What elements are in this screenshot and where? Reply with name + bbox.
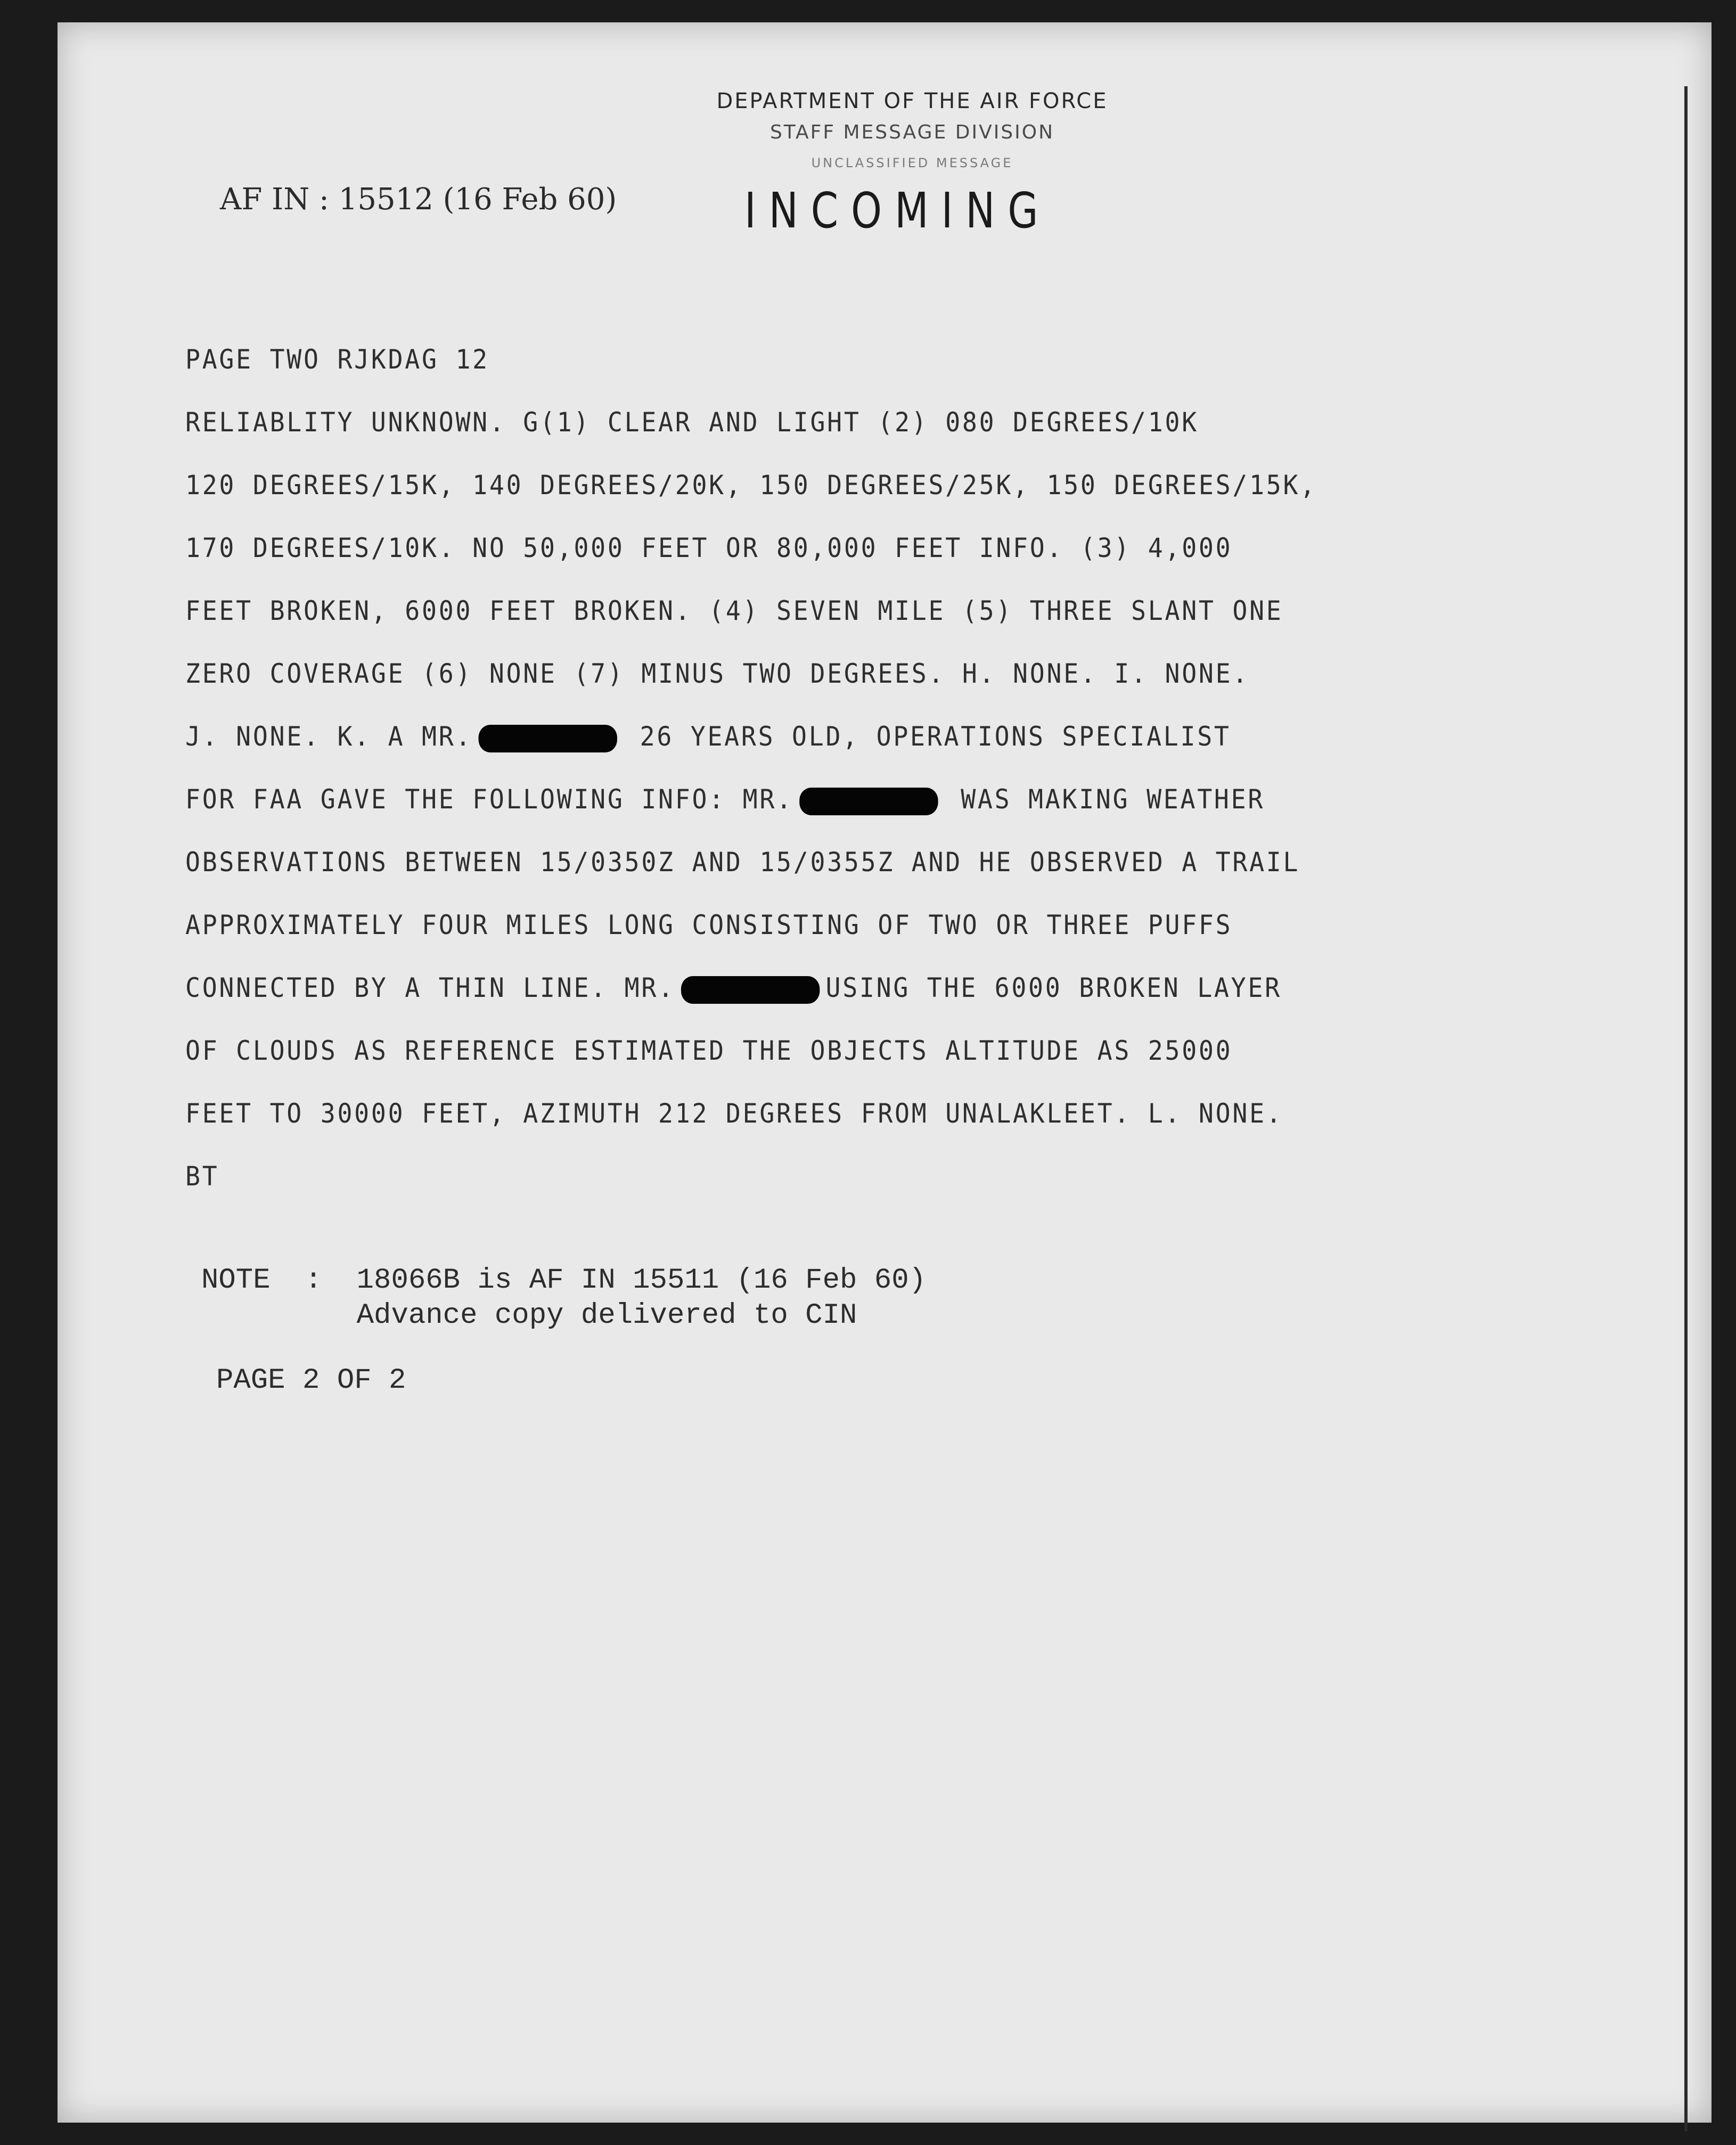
note-line: Advance copy delivered to CIN — [201, 1299, 857, 1332]
body-line: 120 DEGREES/15K, 140 DEGREES/20K, 150 DEGREES/25K, 150 DEGREES/15K, — [185, 470, 1317, 501]
body-line: PAGE TWO RJKDAG 12 — [185, 344, 489, 375]
body-line-text: J. NONE. K. A MR. — [185, 721, 473, 752]
redaction-mark — [478, 725, 617, 752]
body-line: 170 DEGREES/10K. NO 50,000 FEET OR 80,000 FEET INFO. (3) 4,000 — [185, 533, 1233, 563]
body-line-text: USING THE 6000 BROKEN LAYER — [825, 972, 1282, 1003]
body-line — [185, 705, 1317, 768]
redaction-mark — [799, 788, 938, 815]
body-line-text: WAS MAKING WEATHER — [944, 784, 1265, 815]
af-in-number: AF IN : 15512 (16 Feb 60) — [220, 182, 617, 217]
division-heading: STAFF MESSAGE DIVISION — [769, 121, 1055, 143]
redaction-mark — [681, 976, 820, 1004]
note-block — [201, 1263, 926, 1333]
body-line: OBSERVATIONS BETWEEN 15/0350Z AND 15/0355Z AND HE OBSERVED A TRAIL — [185, 847, 1300, 878]
body-line: OF CLOUDS AS REFERENCE ESTIMATED THE OBJECTS ALTITUDE AS 25000 — [185, 1035, 1233, 1066]
body-line: BT — [185, 1161, 219, 1192]
right-margin-rule — [1684, 86, 1688, 2131]
body-line-text: CONNECTED BY A THIN LINE. MR. — [185, 972, 675, 1003]
body-line: RELIABLITY UNKNOWN. G(1) CLEAR AND LIGHT (2) 080 DEGREES/10K — [185, 407, 1199, 438]
message-body — [185, 328, 1402, 1208]
incoming-stamp: INCOMING — [744, 182, 1051, 239]
department-heading: DEPARTMENT OF THE AIR FORCE — [716, 89, 1108, 113]
body-line: FEET BROKEN, 6000 FEET BROKEN. (4) SEVEN MILE (5) THREE SLANT ONE — [185, 595, 1283, 626]
body-line — [185, 768, 1317, 831]
body-line: FEET TO 30000 FEET, AZIMUTH 212 DEGREES FROM UNALAKLEET. L. NONE. — [185, 1098, 1283, 1129]
note-line: NOTE : 18066B is AF IN 15511 (16 Feb 60) — [201, 1264, 927, 1297]
document-page — [58, 22, 1712, 2123]
body-line — [185, 956, 1317, 1019]
page-number: PAGE 2 OF 2 — [216, 1364, 406, 1397]
body-line: ZERO COVERAGE (6) NONE (7) MINUS TWO DEGREES. H. NONE. I. NONE. — [185, 658, 1250, 689]
classification-stamp: UNCLASSIFIED MESSAGE — [811, 155, 1013, 170]
body-line-text: FOR FAA GAVE THE FOLLOWING INFO: MR. — [185, 784, 793, 815]
body-line-text: 26 YEARS OLD, OPERATIONS SPECIALIST — [623, 721, 1231, 752]
body-line: APPROXIMATELY FOUR MILES LONG CONSISTING OF TWO OR THREE PUFFS — [185, 910, 1233, 940]
